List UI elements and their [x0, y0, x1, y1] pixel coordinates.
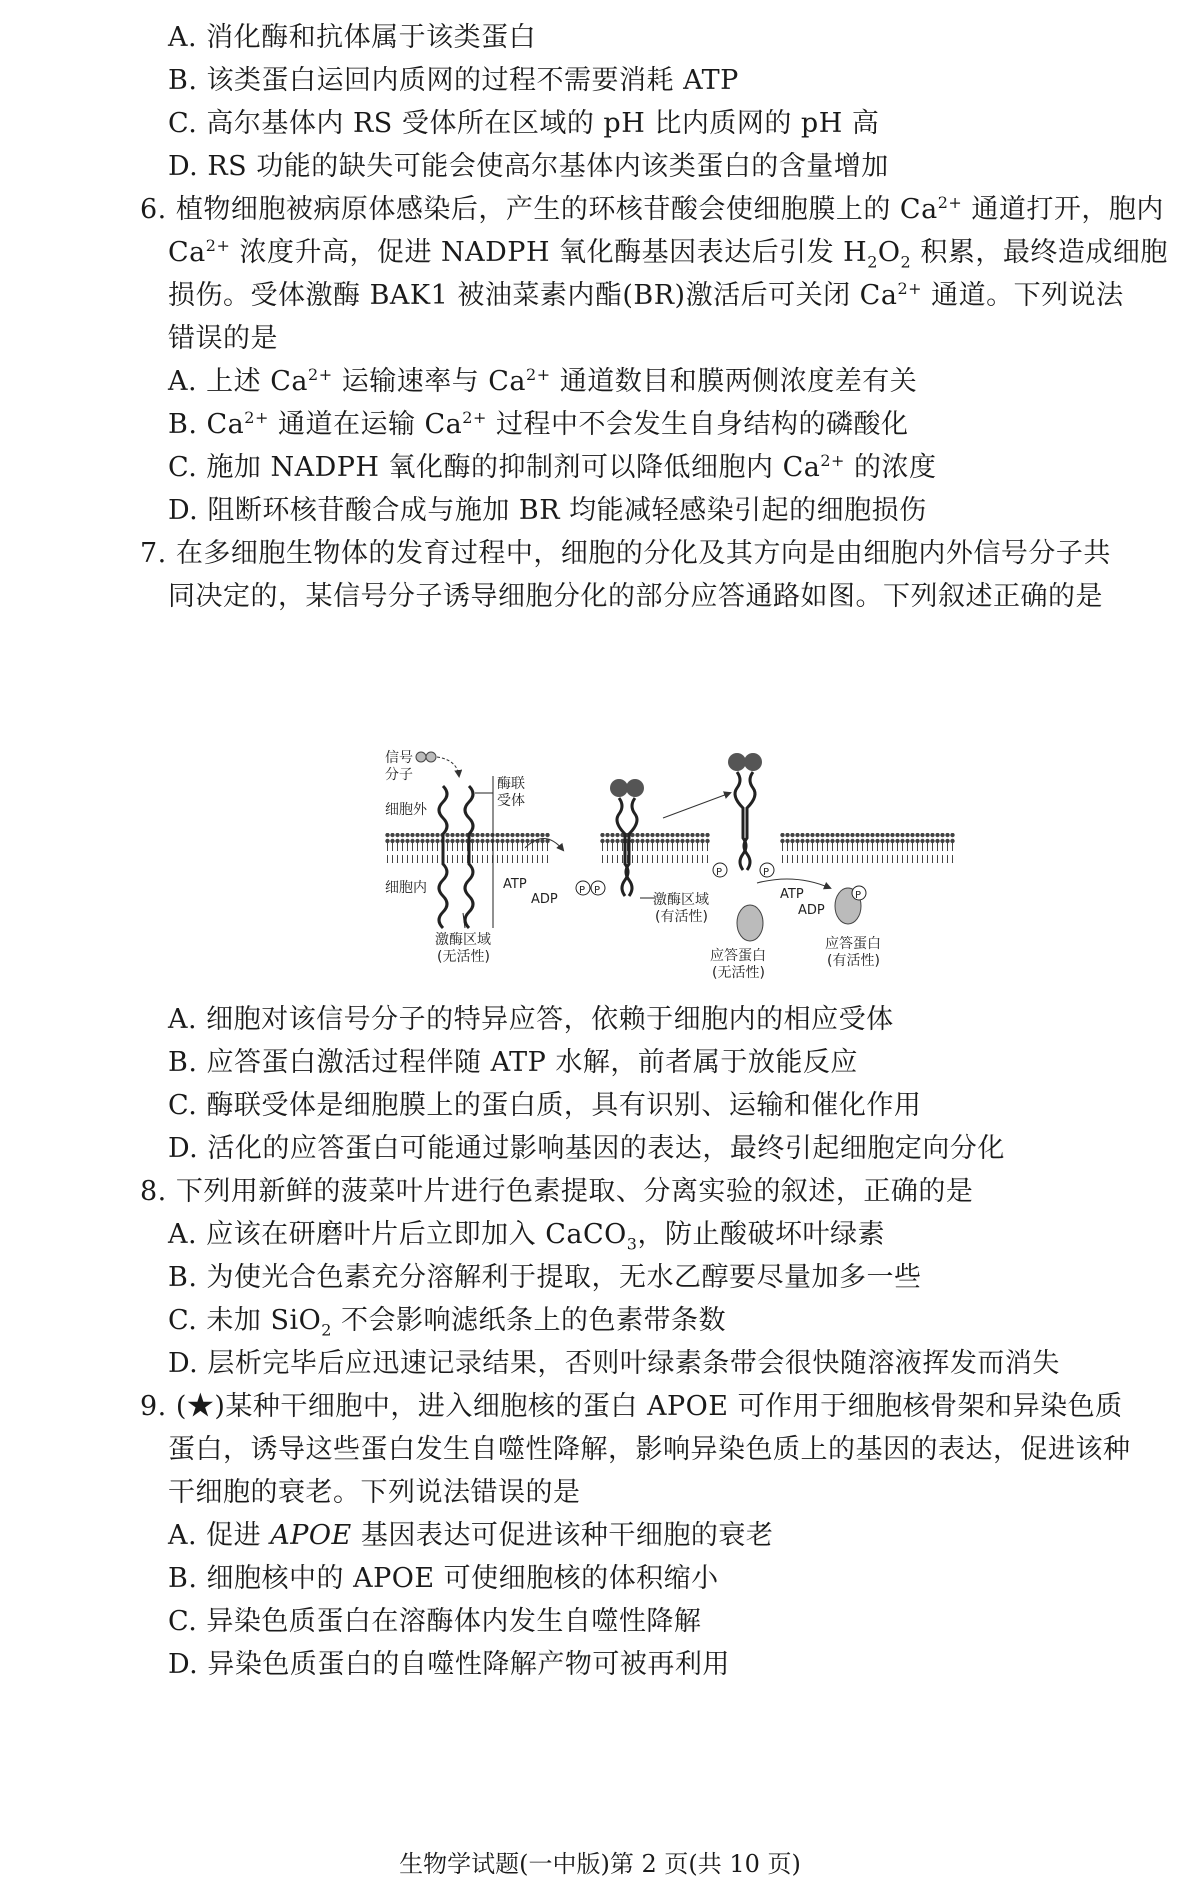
q8-option-a: A. 应该在研磨叶片后立即加入 CaCO$_3$，防止酸破坏叶绿素 — [168, 1219, 885, 1254]
label-outside: 细胞外 — [385, 802, 427, 818]
q8-option-c: C. 未加 SiO$_2$ 不会影响滤纸条上的色素带条数 — [168, 1305, 726, 1340]
q9-option-a: A. 促进 APOE 基因表达可促进该种干细胞的衰老 — [168, 1520, 774, 1551]
svg-text:P: P — [716, 867, 723, 878]
q9-option-b: B. 细胞核中的 APOE 可使细胞核的体积缩小 — [168, 1563, 719, 1594]
bound-signal-icon — [610, 779, 628, 797]
signal-molecule-icon — [416, 752, 426, 762]
q7-option-d: D. 活化的应答蛋白可能通过影响基因的表达，最终引起细胞定向分化 — [168, 1133, 1005, 1164]
label-kinase-active-2: (有活性) — [655, 909, 708, 925]
label-kinase-inactive-2: (无活性) — [437, 949, 490, 965]
q7-option-c: C. 酶联受体是细胞膜上的蛋白质，具有识别、运输和催化作用 — [168, 1090, 922, 1121]
label-kinase-inactive-1: 激酶区域 — [435, 932, 491, 948]
q6-option-a: A. 上述 $Ca^{2+}$ 运输速率与 $Ca^{2+}$ 通道数目和膜两侧浓度差有关 — [168, 365, 918, 397]
q9-stem-line2: 蛋白，诱导这些蛋白发生自噬性降解，影响异染色质上的基因的表达，促进该种 — [168, 1434, 1131, 1465]
q7-stem-line2: 同决定的，某信号分子诱导细胞分化的部分应答通路如图。下列叙述正确的是 — [168, 581, 1103, 612]
q6-stem-line1: 6. 植物细胞被病原体感染后，产生的环核苷酸会使细胞膜上的 $Ca^{2+}$ 通道打开，胞内 — [140, 193, 1164, 225]
q5-option-d: D. RS 功能的缺失可能会使高尔基体内该类蛋白的含量增加 — [168, 151, 889, 182]
q6-option-c: C. 施加 NADPH 氧化酶的抑制剂可以降低细胞内 $Ca^{2+}$ 的浓度 — [168, 451, 937, 483]
response-protein-inactive — [737, 905, 763, 941]
q6-stem-line4: 错误的是 — [168, 323, 278, 354]
q9-option-d: D. 异染色质蛋白的自噬性降解产物可被再利用 — [168, 1649, 730, 1680]
q8-stem: 8. 下列用新鲜的菠菜叶片进行色素提取、分离实验的叙述，正确的是 — [140, 1176, 974, 1207]
label-receptor-2: 受体 — [497, 793, 525, 809]
svg-text:P: P — [579, 885, 586, 896]
label-response-active-1: 应答蛋白 — [825, 936, 881, 952]
q9-stem-line1: 9. (★)某种干细胞中，进入细胞核的蛋白 APOE 可作用于细胞核骨架和异染色质 — [140, 1391, 1123, 1422]
q7-option-a: A. 细胞对该信号分子的特异应答，依赖于细胞内的相应受体 — [168, 1004, 894, 1035]
membrane-segment-3 — [780, 833, 955, 863]
label-inside: 细胞内 — [385, 880, 427, 896]
q5-option-b: B. 该类蛋白运回内质网的过程不需要消耗 ATP — [168, 65, 739, 96]
q9-stem-line3: 干细胞的衰老。下列说法错误的是 — [168, 1477, 581, 1508]
label-response-inactive-1: 应答蛋白 — [710, 948, 766, 964]
label-adp-1: ADP — [531, 892, 558, 907]
svg-text:P: P — [763, 867, 770, 878]
q7-option-b: B. 应答蛋白激活过程伴随 ATP 水解，前者属于放能反应 — [168, 1047, 858, 1078]
svg-text:P: P — [594, 885, 601, 896]
q9-option-c: C. 异染色质蛋白在溶酶体内发生自噬性降解 — [168, 1606, 702, 1637]
page-footer: 生物学试题(一中版)第 2 页(共 10 页) — [399, 1850, 801, 1878]
q6-stem-line2: $Ca^{2+}$ 浓度升高，促进 NADPH 氧化酶基因表达后引发 $H_2O_2$ 积累，最终造成细胞 — [168, 236, 1168, 272]
label-response-active-2: (有活性) — [827, 953, 880, 969]
label-receptor-1: 酶联 — [497, 776, 525, 792]
label-response-inactive-2: (无活性) — [712, 965, 765, 981]
membrane-segment-2 — [600, 833, 710, 863]
q8-option-d: D. 层析完毕后应迅速记录结果，否则叶绿素条带会很快随溶液挥发而消失 — [168, 1348, 1060, 1379]
label-signal-1: 信号 — [385, 750, 413, 766]
signal-molecule-icon — [426, 752, 436, 762]
q6-option-b: B. $Ca^{2+}$ 通道在运输 $Ca^{2+}$ 过程中不会发生自身结构的磷酸化 — [168, 408, 909, 440]
label-atp-1: ATP — [503, 877, 527, 892]
label-kinase-active-1: 激酶区域 — [653, 892, 709, 908]
q7-stem-line1: 7. 在多细胞生物体的发育过程中，细胞的分化及其方向是由细胞内外信号分子共 — [140, 538, 1111, 569]
bound-signal-icon — [626, 779, 644, 797]
label-adp-2: ADP — [798, 903, 825, 918]
label-atp-2: ATP — [780, 887, 804, 902]
label-signal-2: 分子 — [385, 767, 413, 783]
bound-signal-icon — [744, 753, 762, 771]
q5-option-a: A. 消化酶和抗体属于该类蛋白 — [168, 22, 537, 53]
q8-option-b: B. 为使光合色素充分溶解利于提取，无水乙醇要尽量加多一些 — [168, 1262, 922, 1293]
receptor-pathway-figure — [385, 748, 955, 988]
q6-stem-line3: 损伤。受体激酶 BAK1 被油菜素内酯(BR)激活后可关闭 $Ca^{2+}$ 通道。下列说法 — [168, 279, 1124, 311]
q5-option-c: C. 高尔基体内 RS 受体所在区域的 pH 比内质网的 pH 高 — [168, 108, 880, 139]
q6-option-d: D. 阻断环核苷酸合成与施加 BR 均能减轻感染引起的细胞损伤 — [168, 495, 927, 526]
svg-text:P: P — [855, 890, 862, 901]
bound-signal-icon — [728, 753, 746, 771]
